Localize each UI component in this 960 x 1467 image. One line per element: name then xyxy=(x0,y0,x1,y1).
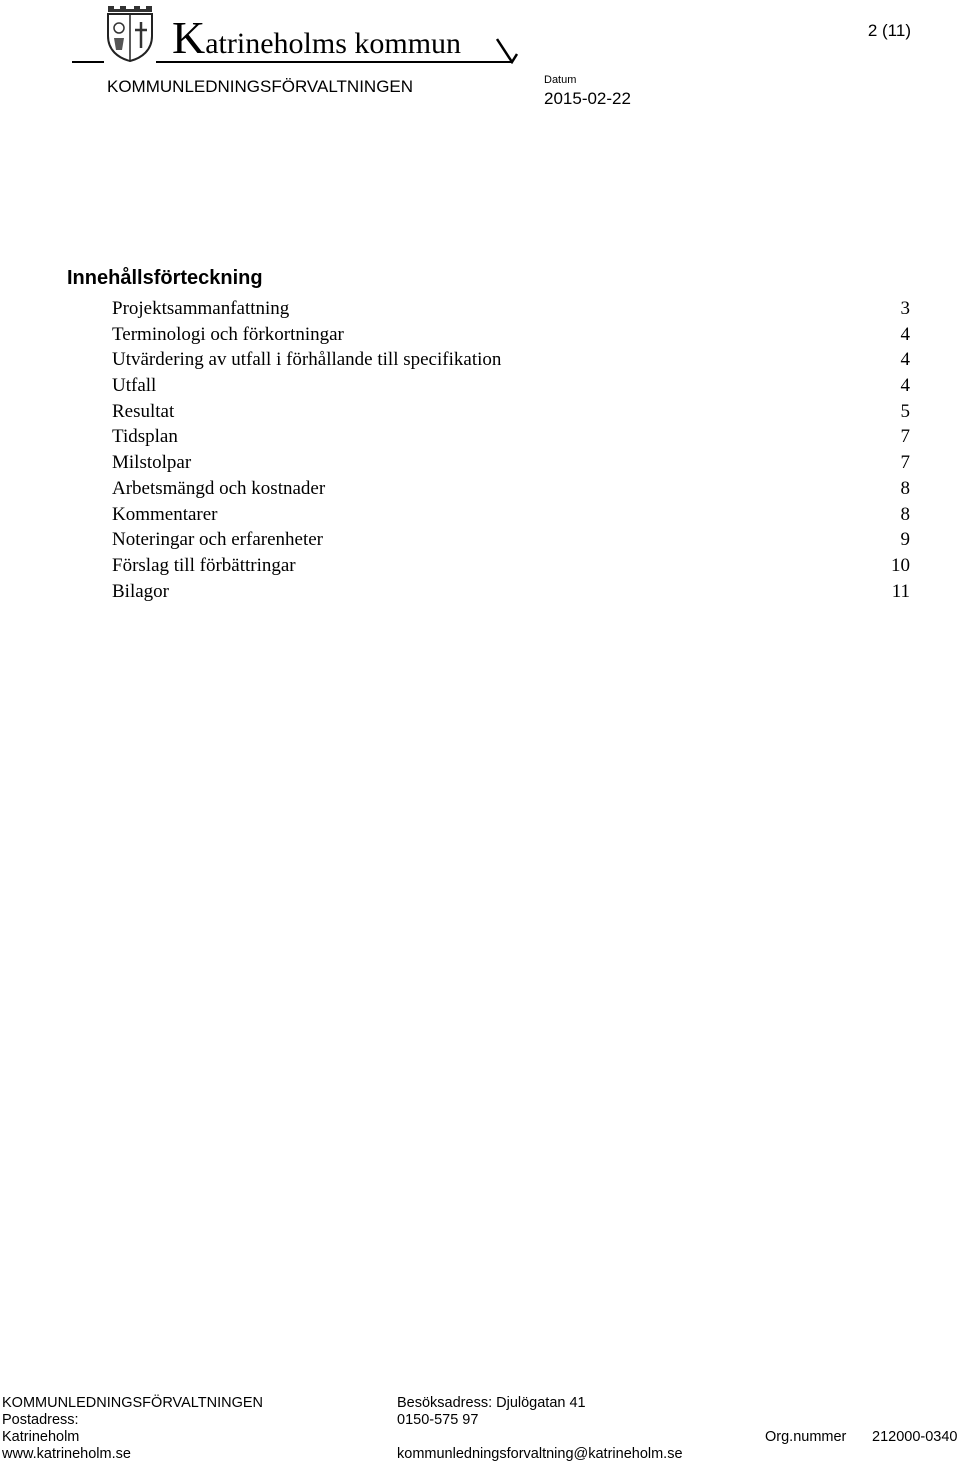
toc-entry-page: 4 xyxy=(900,323,910,345)
date-label: Datum xyxy=(544,74,577,86)
toc-entry-page: 7 xyxy=(900,426,910,448)
toc-list xyxy=(112,296,910,604)
logo-check-mark-icon xyxy=(496,38,518,64)
toc-entry-label: Tidsplan xyxy=(112,426,178,448)
logo-name-rest: atrineholms kommun xyxy=(205,27,462,60)
footer-city: Katrineholm xyxy=(2,1429,80,1445)
toc-entry-page: 4 xyxy=(900,349,910,371)
toc-entry-label: Projektsammanfattning xyxy=(112,298,290,319)
toc-entry-label: Kommentarer xyxy=(112,503,218,525)
toc-entry-page: 10 xyxy=(891,554,910,576)
department-name: KOMMUNLEDNINGSFÖRVALTNINGEN xyxy=(107,77,414,96)
toc-entry-page: 3 xyxy=(900,298,910,319)
footer-postal-label: Postadress: xyxy=(2,1412,79,1428)
toc-entry-label: Utfall xyxy=(112,375,157,397)
toc-entry-page: 9 xyxy=(900,529,910,551)
document-date: 2015-02-22 xyxy=(544,89,631,108)
toc-entry-label: Resultat xyxy=(112,400,175,422)
toc-entry[interactable] xyxy=(112,347,910,373)
toc-entry[interactable] xyxy=(112,476,910,502)
toc-entry[interactable] xyxy=(112,424,910,450)
toc-entry-page: 8 xyxy=(900,477,910,499)
toc-entry-label: Noteringar och erfarenheter xyxy=(112,529,323,551)
toc-entry-label: Bilagor xyxy=(112,580,169,602)
toc-entry[interactable] xyxy=(112,579,910,605)
toc-entry[interactable] xyxy=(112,296,910,322)
footer-phone: 0150-575 97 xyxy=(397,1412,479,1428)
toc-entry[interactable] xyxy=(112,399,910,425)
toc-entry[interactable] xyxy=(112,527,910,553)
municipality-crest-icon xyxy=(104,2,156,62)
toc-entry-page: 5 xyxy=(900,400,910,422)
toc-entry-label: Terminologi och förkortningar xyxy=(112,323,344,345)
footer-website-link[interactable]: www.katrineholm.se xyxy=(2,1446,131,1462)
logo-initial: K xyxy=(172,12,206,63)
toc-entry-page: 7 xyxy=(900,452,910,474)
toc-entry-page: 4 xyxy=(900,375,910,397)
municipality-logo-text xyxy=(172,12,462,63)
toc-entry[interactable] xyxy=(112,373,910,399)
toc-entry-page: 8 xyxy=(900,503,910,525)
logo-rule-left xyxy=(72,61,104,63)
footer-visit-address: Besöksadress: Djulögatan 41 xyxy=(397,1395,586,1411)
footer-org-name: KOMMUNLEDNINGSFÖRVALTNINGEN xyxy=(2,1395,264,1411)
toc-entry[interactable] xyxy=(112,450,910,476)
footer-org-number: 212000-0340 xyxy=(872,1429,958,1445)
toc-entry-label: Förslag till förbättringar xyxy=(112,554,296,576)
footer-org-number-label: Org.nummer xyxy=(765,1429,847,1445)
toc-entry-label: Utvärdering av utfall i förhållande till specifikation xyxy=(112,349,502,371)
toc-entry-label: Arbetsmängd och kostnader xyxy=(112,477,326,499)
footer-email-link[interactable]: kommunledningsforvaltning@katrineholm.se xyxy=(397,1446,683,1462)
toc-entry-page: 11 xyxy=(891,580,910,602)
toc-entry[interactable] xyxy=(112,502,910,528)
page-number: 2 (11) xyxy=(867,21,911,40)
toc-entry[interactable] xyxy=(112,553,910,579)
toc-entry[interactable] xyxy=(112,322,910,348)
toc-entry-label: Milstolpar xyxy=(112,452,192,474)
toc-title: Innehållsförteckning xyxy=(67,267,263,289)
